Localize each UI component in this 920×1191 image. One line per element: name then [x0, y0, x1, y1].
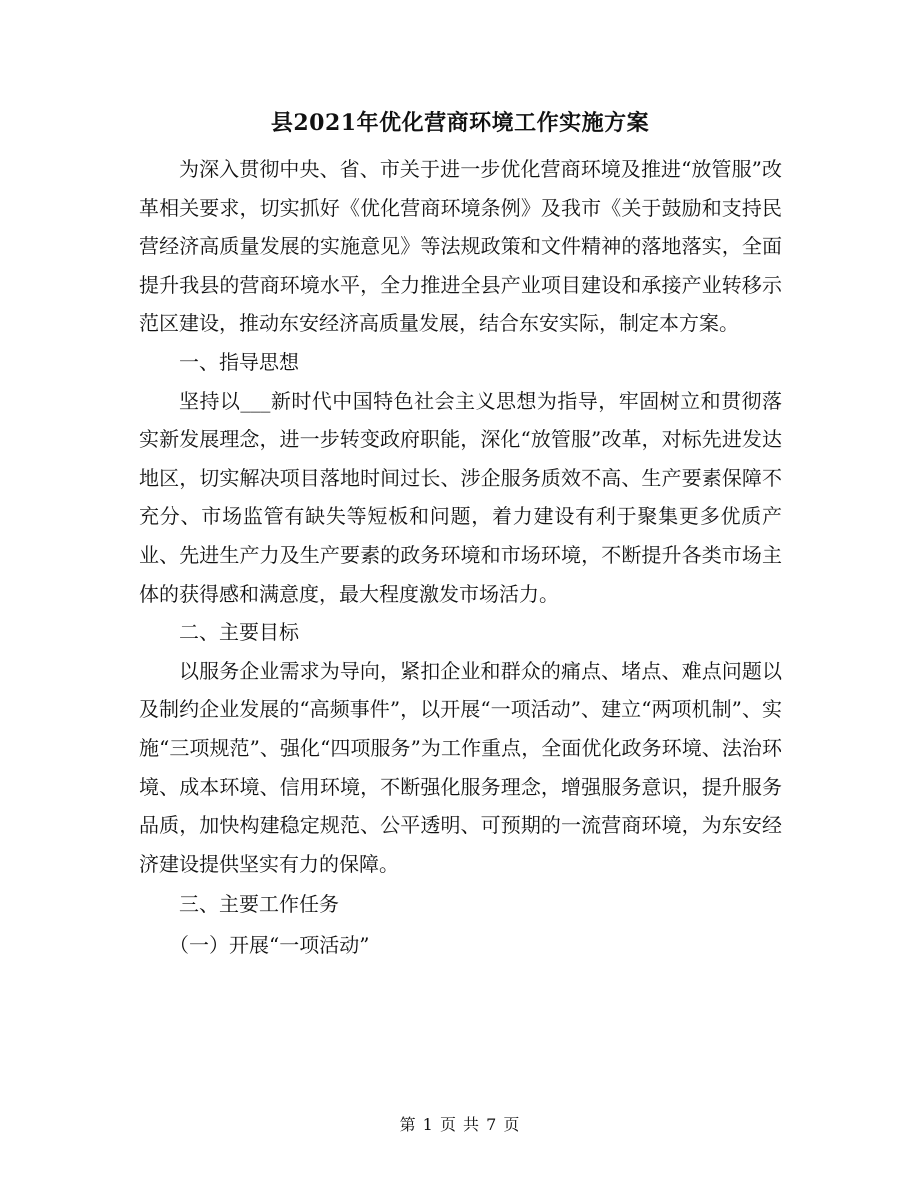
- section-heading-guiding-ideology: 一、指导思想: [179, 349, 299, 374]
- document-body: [139, 150, 782, 964]
- section-heading-main-tasks: 三、主要工作任务: [179, 892, 339, 917]
- subsection-heading-one-activity: （一）开展“一项活动”: [169, 932, 370, 957]
- document-title: 县2021年优化营商环境工作实施方案: [270, 110, 650, 136]
- main-goals-paragraph: 以服务企业需求为导向，紧扣企业和群众的痛点、堵点、难点问题以及制约企业发展的“高频事件”，以开展“一项活动”、建立“两项机制”、实施“三项规范”、强化“四项服务”为工作重点，全面优化政务环境、法治环境、成本环境、信用环境，不断强化服务理念，增强服务意识，提升服务品质，加快构建稳定规范、公平透明、可预期的一流营商环境，为东安经济建设提供坚实有力的保障。: [139, 658, 782, 876]
- section-heading-main-goals: 二、主要目标: [179, 620, 299, 645]
- guiding-ideology-paragraph: 坚持以___新时代中国特色社会主义思想为指导，牢固树立和贯彻落实新发展理念，进一步转变政府职能，深化“放管服”改革，对标先进发达地区，切实解决项目落地时间过长、涉企服务质效不高、生产要素保障不充分、市场监管有缺失等短板和问题，着力建设有利于聚集更多优质产业、先进生产力及生产要素的政务环境和市场环境，不断提升各类市场主体的获得感和满意度，最大程度激发市场活力。: [139, 388, 782, 606]
- page-number-footer: 第 1 页 共 7 页: [399, 1115, 521, 1134]
- intro-paragraph: 为深入贯彻中央、省、市关于进一步优化营商环境及推进“放管服”改革相关要求，切实抓好《优化营商环境条例》及我市《关于鼓励和支持民营经济高质量发展的实施意见》等法规政策和文件精神的落地落实，全面提升我县的营商环境水平，全力推进全县产业项目建设和承接产业转移示范区建设，推动东安经济高质量发展，结合东安实际，制定本方案。: [139, 157, 782, 336]
